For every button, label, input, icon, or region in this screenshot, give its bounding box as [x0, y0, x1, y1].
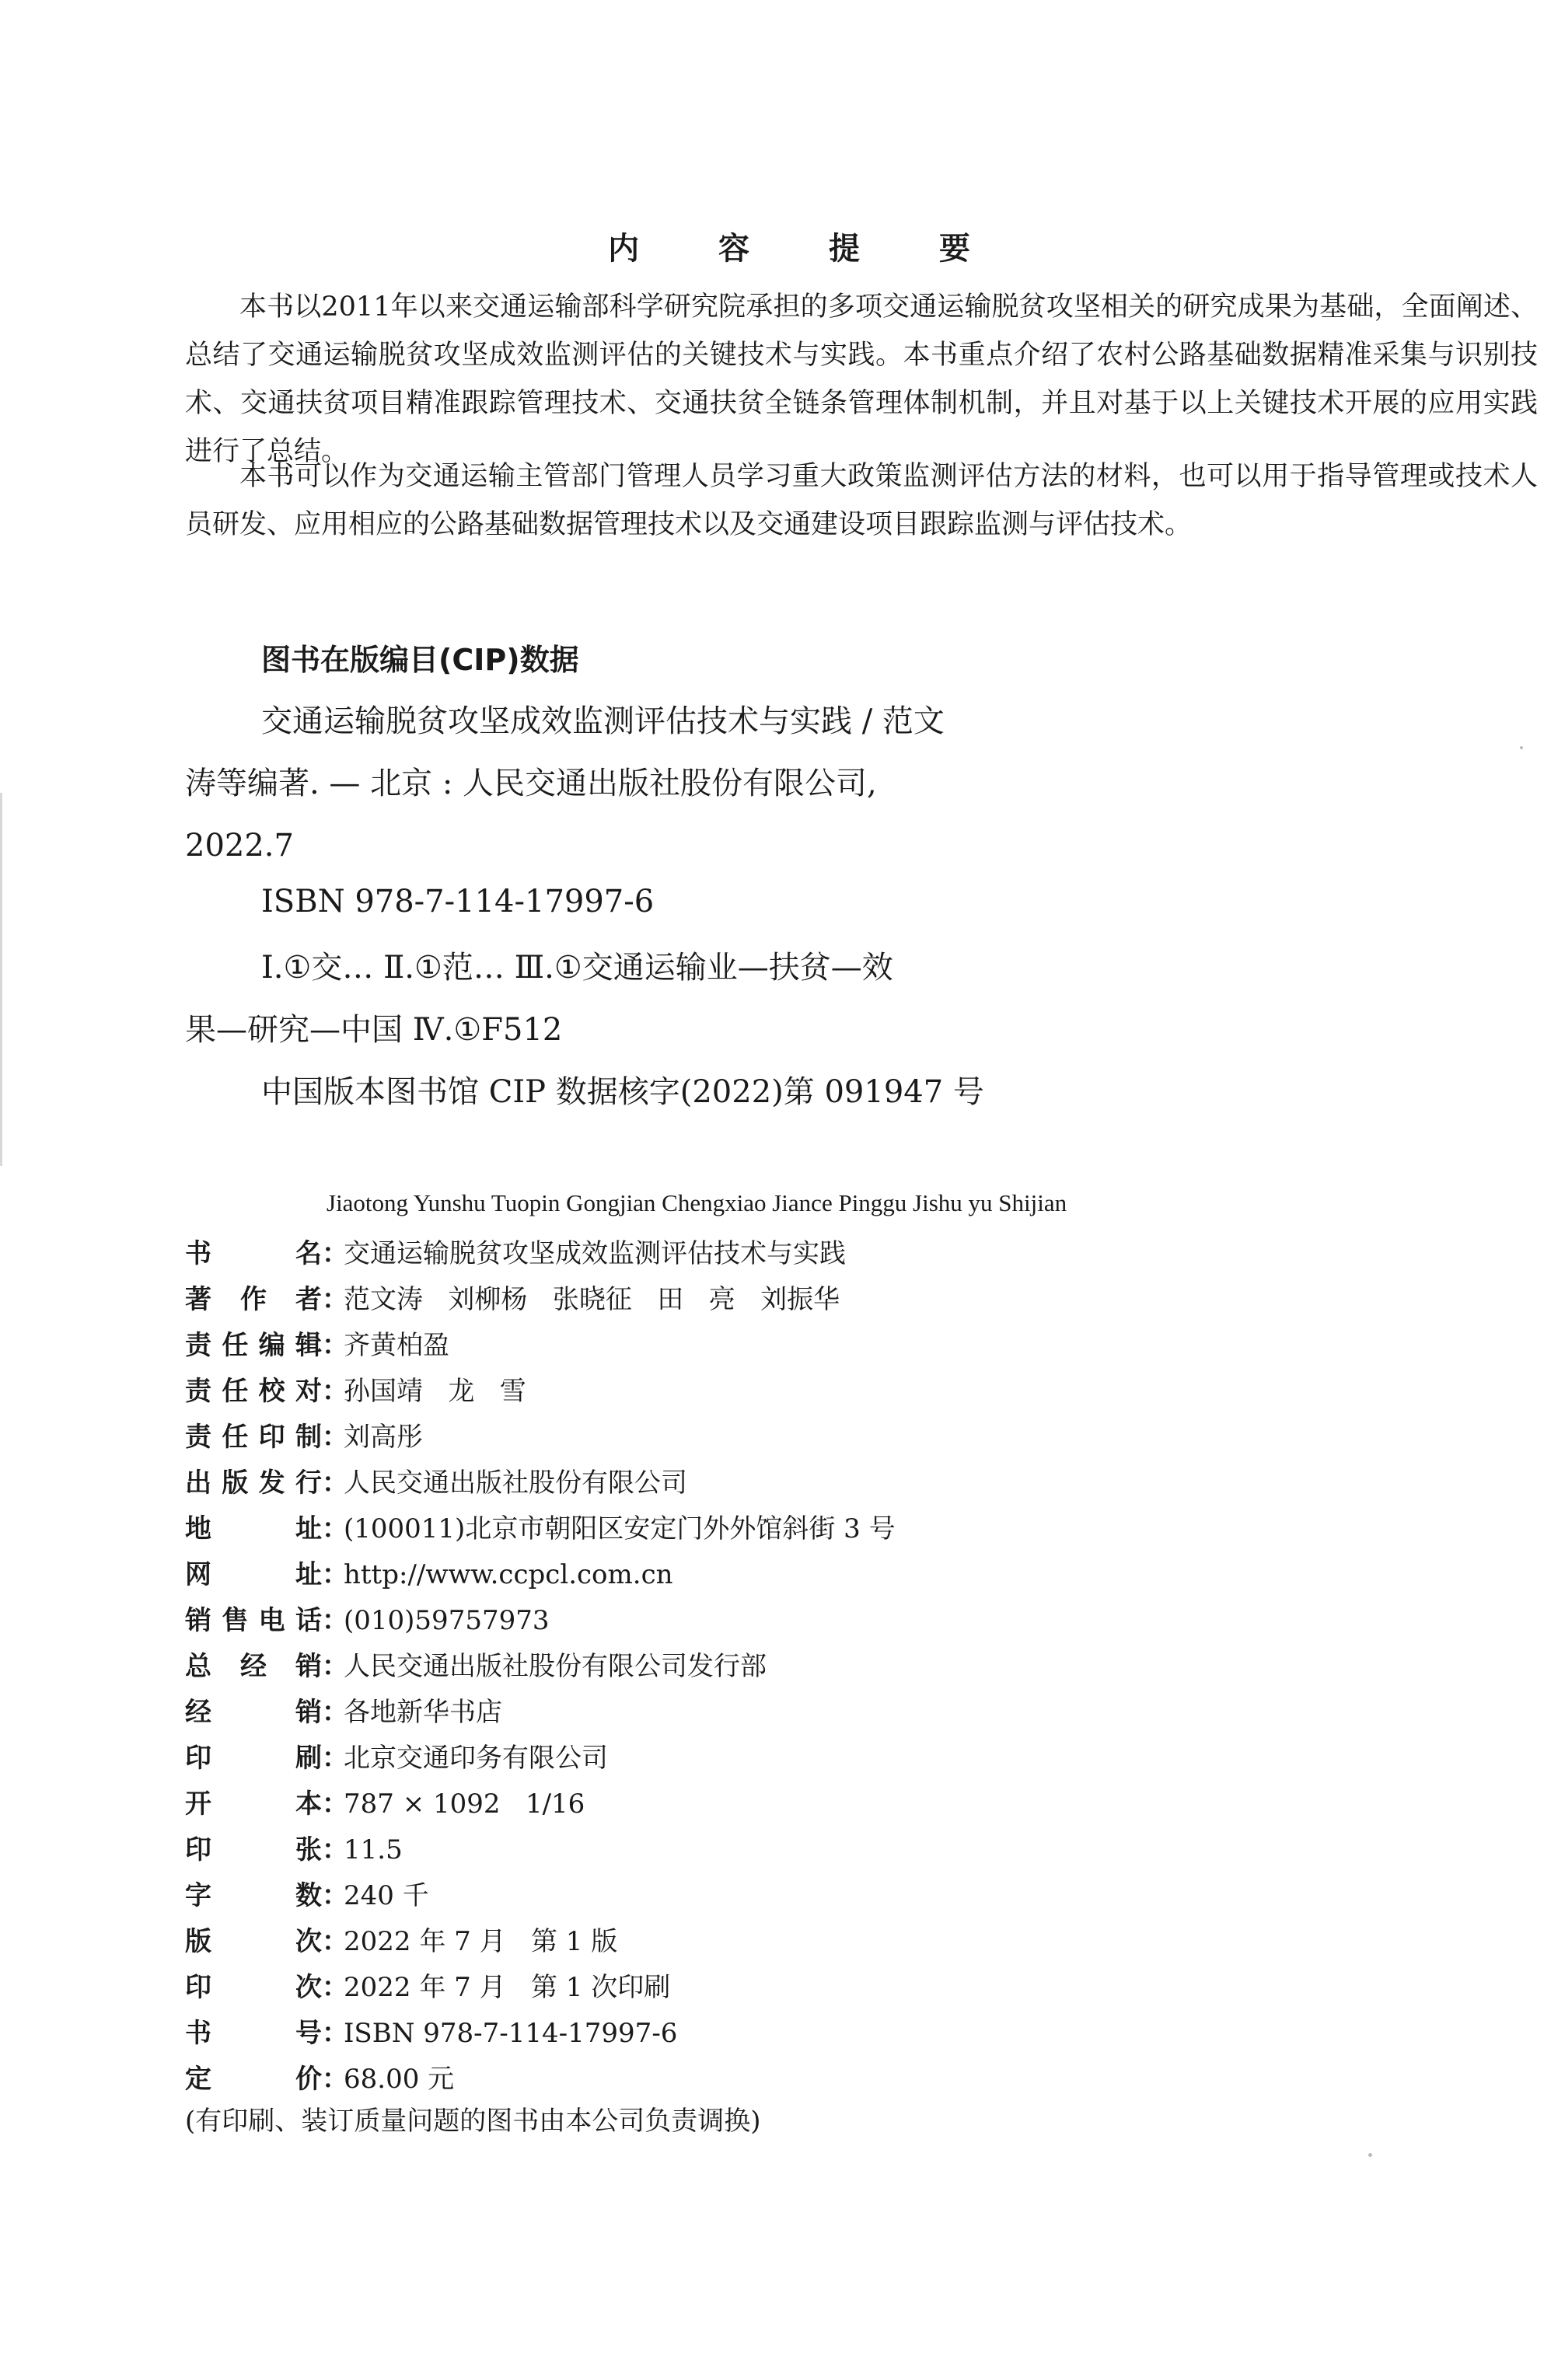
- cip-publisher-line: 涛等编著. — 北京 : 人民交通出版社股份有限公司,: [185, 766, 877, 801]
- colophon-value: http://www.ccpcl.com.cn: [344, 1559, 673, 1590]
- pinyin-title: Jiaotong Yunshu Tuopin Gongjian Chengxiao Jiance Pinggu Jishu yu Shijian: [327, 1189, 1067, 1216]
- scan-speck: [1368, 2153, 1372, 2157]
- colophon-value: 范文涛 刘柳杨 张晓征 田 亮 刘振华: [344, 1284, 840, 1315]
- colophon-row: [185, 1231, 1351, 1277]
- colophon-value: 2022 年 7 月 第 1 次印刷: [344, 1972, 671, 2003]
- colophon-row: [185, 2011, 1351, 2057]
- colophon-colon: ：: [322, 2018, 348, 2049]
- colophon-colon: ：: [322, 1651, 348, 1682]
- colophon-label: 印次: [185, 1972, 322, 2003]
- colophon-label: 责任印制: [185, 1422, 322, 1453]
- colophon-row: [185, 1873, 1351, 1919]
- colophon-value: (010)59757973: [344, 1605, 550, 1636]
- colophon-colon: ：: [322, 1284, 348, 1315]
- cip-record: [185, 690, 1087, 877]
- colophon-colon: ：: [322, 2064, 348, 2095]
- colophon-value: 2022 年 7 月 第 1 版: [344, 1926, 618, 1957]
- colophon-row: [185, 1644, 1351, 1690]
- colophon-colon: ：: [322, 1926, 348, 1957]
- colophon-label: 著作者: [185, 1284, 322, 1315]
- colophon-label: 书名: [185, 1238, 322, 1269]
- colophon-row: [185, 1827, 1351, 1873]
- colophon-row: [185, 1323, 1351, 1369]
- colophon-colon: ：: [322, 1330, 348, 1361]
- cip-isbn-line: ISBN 978-7-114-17997-6: [261, 884, 655, 920]
- colophon-value: 11.5: [344, 1834, 403, 1865]
- cip-class-line-2: 果—研究—中国 Ⅳ.①F512: [185, 1012, 563, 1048]
- colophon-label: 印刷: [185, 1743, 322, 1774]
- colophon-colon: ：: [322, 1467, 348, 1499]
- colophon-colon: ：: [322, 1834, 348, 1865]
- colophon-value: 240 千: [344, 1880, 429, 1911]
- colophon-row: [185, 1965, 1351, 2011]
- colophon-colon: ：: [322, 1513, 348, 1544]
- colophon-row: [185, 1415, 1351, 1460]
- colophon-colon: ：: [322, 1376, 348, 1407]
- colophon-row: [185, 1506, 1351, 1552]
- colophon-colon: ：: [322, 1559, 348, 1590]
- colophon-label: 字数: [185, 1880, 322, 1911]
- colophon-value: ISBN 978-7-114-17997-6: [344, 2018, 678, 2049]
- colophon-label: 定价: [185, 2064, 322, 2095]
- colophon-colon: ：: [322, 1880, 348, 1911]
- colophon-row: [185, 1736, 1351, 1782]
- scan-edge-shadow: [0, 793, 2, 1166]
- abstract-paragraph-2: 本书可以作为交通运输主管部门管理人员学习重大政策监测评估方法的材料，也可以用于指导管理或技术人员研发、应用相应的公路基础数据管理技术以及交通建设项目跟踪监测与评估技术。: [185, 461, 1538, 540]
- colophon-label: 销售电话: [185, 1605, 322, 1636]
- abstract-title: 内 容 提 要: [608, 231, 1004, 267]
- colophon-colon: ：: [322, 1238, 348, 1269]
- colophon-label: 责任校对: [185, 1376, 322, 1407]
- colophon-value: 各地新华书店: [344, 1697, 502, 1728]
- colophon-row: [185, 1782, 1351, 1827]
- colophon-colon: ：: [322, 1422, 348, 1453]
- colophon-row: [185, 1598, 1351, 1644]
- abstract-paragraph-1: 本书以2011年以来交通运输部科学研究院承担的多项交通运输脱贫攻坚相关的研究成果为基础，全面阐述、总结了交通运输脱贫攻坚成效监测评估的关键技术与实践。本书重点介绍了农村公路基础数据精准采集与识别技术、交通扶贫项目精准跟踪管理技术、交通扶贫全链条管理体制机制，并且对基于以上关键技术开展的应用实践进行了总结。: [185, 291, 1538, 467]
- colophon-row: [185, 1552, 1351, 1598]
- colophon-value: 北京交通印务有限公司: [344, 1743, 608, 1774]
- colophon-value: (100011)北京市朝阳区安定门外外馆斜街 3 号: [344, 1513, 896, 1544]
- colophon-value: 人民交通出版社股份有限公司发行部: [344, 1651, 767, 1682]
- colophon-label: 责任编辑: [185, 1330, 322, 1361]
- quality-footnote: (有印刷、装订质量问题的图书由本公司负责调换): [185, 2106, 761, 2137]
- cip-isbn-block: [185, 871, 1087, 933]
- cip-heading: 图书在版编目(CIP)数据: [261, 643, 579, 677]
- colophon-row: [185, 1690, 1351, 1736]
- colophon-label: 总经销: [185, 1651, 322, 1682]
- colophon-value: 交通运输脱贫攻坚成效监测评估技术与实践: [344, 1238, 846, 1269]
- colophon-row: [185, 1369, 1351, 1415]
- colophon-row: [185, 1460, 1351, 1506]
- colophon-label: 网址: [185, 1559, 322, 1590]
- colophon-value: 人民交通出版社股份有限公司: [344, 1467, 687, 1499]
- cip-classification: [185, 937, 1087, 1061]
- colophon-value: 孙国靖 龙 雪: [344, 1376, 526, 1407]
- cip-check-line: 中国版本图书馆 CIP 数据核字(2022)第 091947 号: [261, 1074, 984, 1110]
- colophon-label: 版次: [185, 1926, 322, 1957]
- colophon-colon: ：: [322, 1972, 348, 2003]
- colophon-label: 印张: [185, 1834, 322, 1865]
- colophon-value: 68.00 元: [344, 2064, 455, 2095]
- colophon-table: [185, 1231, 1351, 2103]
- colophon-label: 经销: [185, 1697, 322, 1728]
- cip-title-line: 交通运输脱贫攻坚成效监测评估技术与实践 / 范文: [261, 703, 945, 739]
- cip-date-line: 2022.7: [185, 828, 294, 864]
- colophon-value: 刘高彤: [344, 1422, 423, 1453]
- colophon-label: 出版发行: [185, 1467, 322, 1499]
- colophon-colon: ：: [322, 1697, 348, 1728]
- colophon-colon: ：: [322, 1743, 348, 1774]
- cip-class-line-1: Ⅰ.①交… Ⅱ.①范… Ⅲ.①交通运输业—扶贫—效: [261, 950, 893, 986]
- colophon-row: [185, 1277, 1351, 1323]
- colophon-colon: ：: [322, 1605, 348, 1636]
- colophon-row: [185, 1919, 1351, 1965]
- colophon-value: 齐黄柏盈: [344, 1330, 449, 1361]
- colophon-value: 787 × 1092 1/16: [344, 1788, 585, 1820]
- colophon-label: 开本: [185, 1788, 322, 1820]
- scan-speck: [1520, 746, 1523, 749]
- colophon-label: 书号: [185, 2018, 322, 2049]
- colophon-colon: ：: [322, 1788, 348, 1820]
- colophon-row: [185, 2057, 1351, 2103]
- cip-check-block: [185, 1061, 1087, 1123]
- colophon-label: 地址: [185, 1513, 322, 1544]
